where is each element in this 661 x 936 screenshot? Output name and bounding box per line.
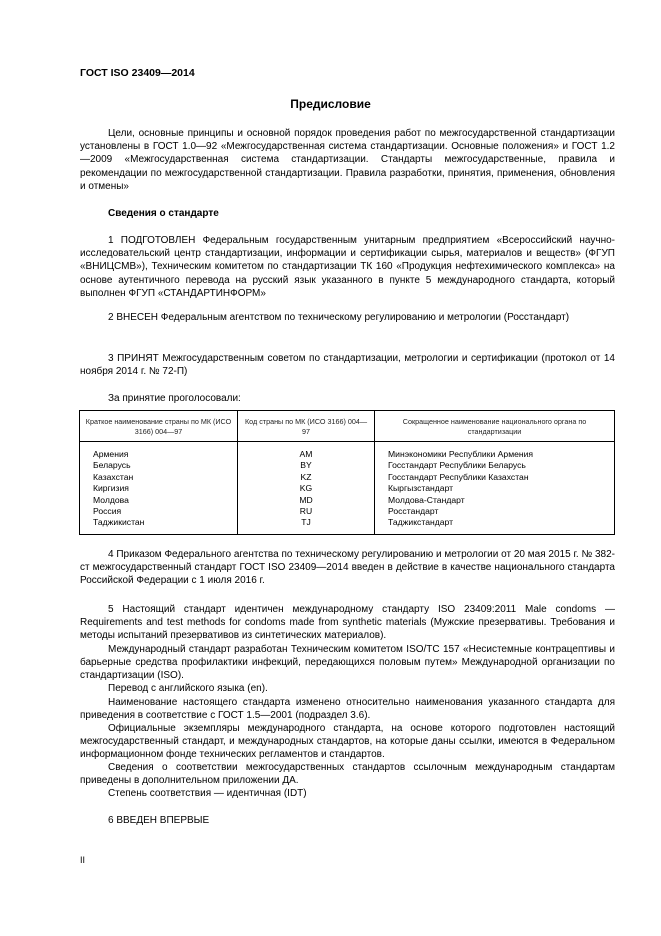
table-cell-code: AM <box>238 442 375 461</box>
paragraph-4: 4 Приказом Федерального агентства по техническому регулированию и метрологии от 20 мая 2015 г. № 382-ст межгосударственный стандарт ГОСТ ISO 23409—2014 введен в действие в качестве национального стандарта Российской Федерации с 1 июля 2016 г. <box>80 549 615 587</box>
table-cell-country: Беларусь <box>80 460 238 471</box>
table-cell-country: Армения <box>80 442 238 461</box>
table-cell-body: Росстандарт <box>375 506 615 517</box>
table-header-row <box>80 411 615 442</box>
table-cell-code: KZ <box>238 472 375 483</box>
paragraph-5f: Степень соответствия — идентичная (IDT) <box>108 788 307 799</box>
table-cell-code: KG <box>238 483 375 494</box>
table-cell-code: MD <box>238 495 375 506</box>
table-row <box>80 483 615 494</box>
paragraph-2: 2 ВНЕСЕН Федеральным агентством по техническому регулированию и метрологии (Росстандарт) <box>108 312 570 323</box>
table-header-body: Сокращенное наименование национального органа по стандартизации <box>375 411 615 442</box>
table-cell-code: RU <box>238 506 375 517</box>
vote-label: За принятие проголосовали: <box>108 393 241 404</box>
table-cell-body: Госстандарт Республики Беларусь <box>375 460 615 471</box>
paragraph-5e: Сведения о соответствии межгосударственных стандартов ссылочным международным стандартам приведены в дополнительном приложении ДА. <box>80 762 615 787</box>
paragraph-1: 1 ПОДГОТОВЛЕН Федеральным государственным унитарным предприятием «Всероссийский научно-исследовательский центр стандартизации, информации и сертификации сырья, материалов и веществ» (ФГУП «ВНИЦСМВ»), Техническим комитетом по стандартизации ТК 160 «Продукция нефтехимического комплекса» на основе аутентичного перевода на русский язык указанного в пункте 5 международного стандарта, который выполнен ФГУП «СТАНДАРТИНФОРМ» <box>80 235 615 299</box>
page-title: Предисловие <box>290 97 371 111</box>
paragraph-5a: Международный стандарт разработан Техническим комитетом ISO/TC 157 «Несистемные контрацептивы и барьерные средства профилактики инфекций, передающихся половым путем» Международной организации по стандартизации (ISO). <box>80 644 615 682</box>
table-header-country: Краткое наименование страны по МК (ИСО 3166) 004—97 <box>80 411 238 442</box>
table-cell-body: Госстандарт Республики Казахстан <box>375 472 615 483</box>
table-cell-country: Таджикистан <box>80 517 238 534</box>
table-cell-code: BY <box>238 460 375 471</box>
table-cell-code: TJ <box>238 517 375 534</box>
table-row <box>80 442 615 461</box>
table-row <box>80 472 615 483</box>
table-row <box>80 495 615 506</box>
document-header: ГОСТ ISO 23409—2014 <box>80 67 195 79</box>
table-row <box>80 460 615 471</box>
table-row <box>80 506 615 517</box>
table-row <box>80 517 615 534</box>
paragraph-5d: Официальные экземпляры международного стандарта, на основе которого подготовлен настоящий межгосударственный стандарт, и международных стандартов, на которые даны ссылки, имеются в Федеральном информационном фонде технических регламентов и стандартов. <box>80 723 615 761</box>
table-cell-country: Киргизия <box>80 483 238 494</box>
table-cell-body: Таджикстандарт <box>375 517 615 534</box>
table-cell-country: Казахстан <box>80 472 238 483</box>
table-cell-country: Россия <box>80 506 238 517</box>
paragraph-5b: Перевод с английского языка (en). <box>108 683 268 694</box>
section-heading: Сведения о стандарте <box>108 208 219 219</box>
page-number: II <box>80 855 86 865</box>
voting-table <box>79 410 615 535</box>
paragraph-6: 6 ВВЕДЕН ВПЕРВЫЕ <box>108 815 210 826</box>
table-cell-body: Молдова-Стандарт <box>375 495 615 506</box>
paragraph-5: 5 Настоящий стандарт идентичен международному стандарту ISO 23409:2011 Male condoms — Requirements and test methods for condoms made from synthetic materials (Мужские презервативы. Требования и методы испытаний презервативов из синтетических материалов). <box>80 604 615 642</box>
intro-paragraph: Цели, основные принципы и основной порядок проведения работ по межгосударственной стандартизации установлены в ГОСТ 1.0—92 «Межгосударственная система стандартизации. Основные положения» и ГОСТ 1.2—2009 «Межгосударственная система стандартизации. Стандарты межгосударственные, правила и рекомендации по межгосударственной стандартизации. Правила разработки, принятия, применения, обновления и отмены» <box>80 128 615 192</box>
paragraph-5c: Наименование настоящего стандарта изменено относительно наименования указанного стандарта для приведения в соответствие с ГОСТ 1.5—2001 (подраздел 3.6). <box>80 697 615 722</box>
table-cell-body: Минэкономики Республики Армения <box>375 442 615 461</box>
table-header-code: Код страны по МК (ИСО 3166) 004—97 <box>238 411 375 442</box>
paragraph-3: 3 ПРИНЯТ Межгосударственным советом по стандартизации, метрологии и сертификации (протокол от 14 ноября 2014 г. № 72-П) <box>80 353 615 378</box>
table-cell-body: Кыргызстандарт <box>375 483 615 494</box>
table-cell-country: Молдова <box>80 495 238 506</box>
